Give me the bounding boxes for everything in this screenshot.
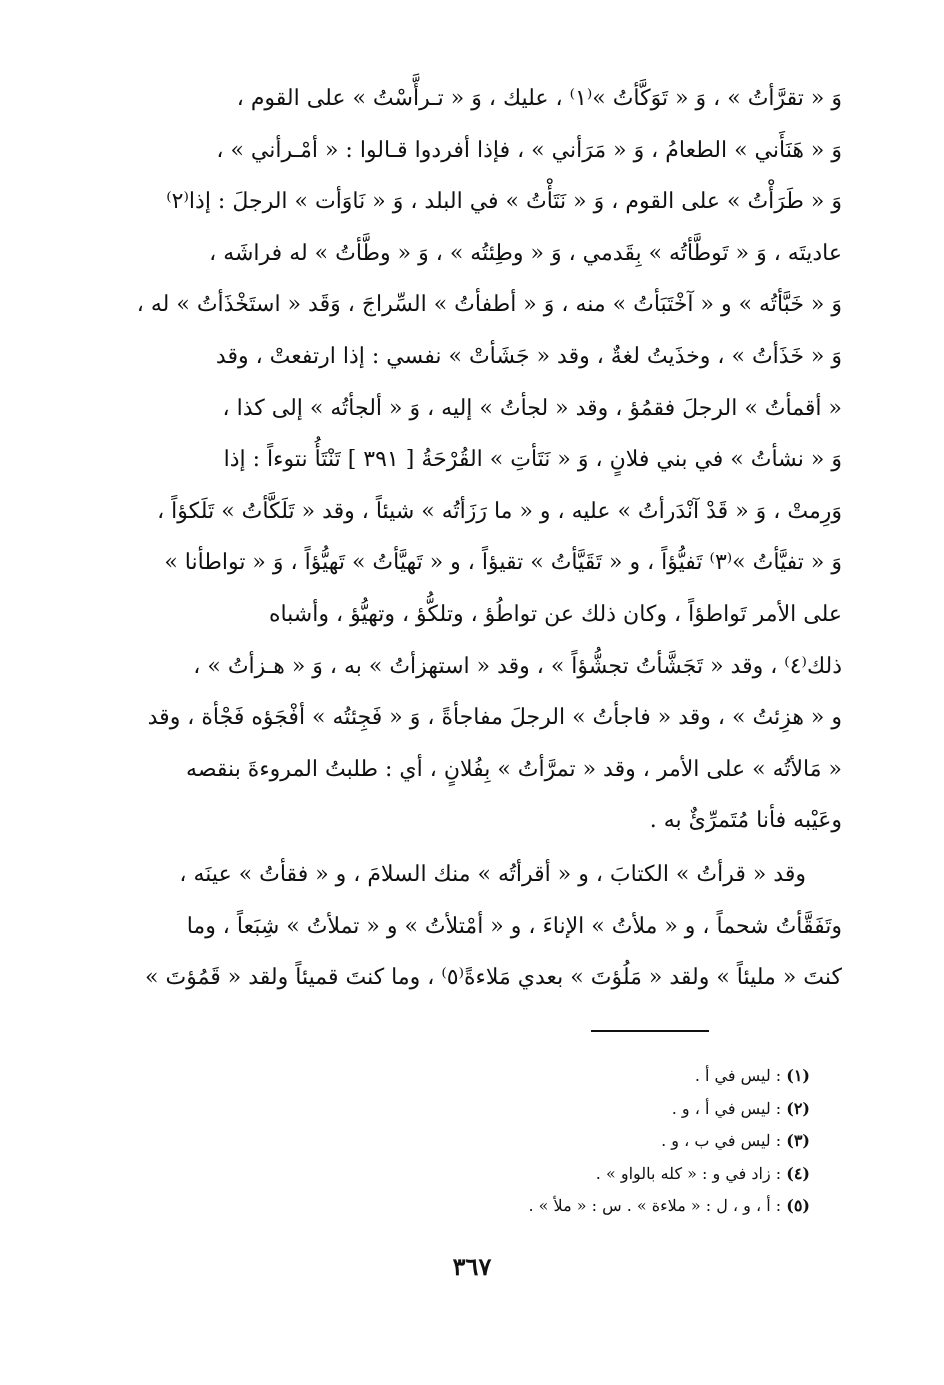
text-line: وتَفَقَّأتُ شحماً ، و « ملأتُ » الإناءَ ، و « أمْتلأتُ » و « تملأتُ » شِبَعاً ، وما	[186, 913, 842, 939]
footnote-separator	[591, 1030, 709, 1032]
text-line: وَ « تفيَّأتُ »⁽٣⁾ تَفيُّؤاً ، و « تَقَيَّأتُ » تقيؤاً ، و « تَهيَّأتُ » تَهيُّؤاً ، وَ « تواطأنا »	[164, 550, 842, 576]
footnote-item	[250, 1190, 810, 1223]
footnote-text: : ليس في أ .	[694, 1066, 787, 1085]
footnote-item	[250, 1125, 810, 1158]
text-line: ذلك⁽٤⁾ ، وقد « تَجَشَّأتُ تجشُّؤاً » ، وقد « استهزأتُ » به ، وَ « هـزأتُ » ،	[193, 653, 842, 679]
footnote-number: (١)	[786, 1066, 810, 1085]
footnote-number: (٣)	[786, 1131, 810, 1150]
footnote-text: : ليس في أ ، و .	[671, 1098, 787, 1118]
footnote-number: (٥)	[786, 1196, 810, 1215]
second-paragraph	[120, 849, 842, 1004]
footnote-item	[250, 1093, 810, 1126]
text-line: على الأمر تَواطؤاً ، وكان ذلك عن تواطُؤ ، وتلكُّؤ ، وتهيُّؤ ، وأشباه	[268, 601, 842, 627]
footnote-item	[250, 1060, 810, 1093]
text-line: وَ « نشأتُ » في بني فلانٍ ، وَ « نَتَأتِ » القُرْحَةُ [ ٣٩١ ] تَنْتَأُ نتوءاً : إذا	[223, 447, 842, 473]
text-line: عاديتَه ، وَ « تَوطَّأتُه » بِقَدمي ، وَ « وطِئتُه » ، وَ « وطَّأتُ » له فراشَه ،	[209, 240, 842, 266]
text-line: وَرِمتْ ، وَ « قَدْ آنْدَرأتُ » عليه ، و « ما رَزَأتُه » شيئاً ، وقد « تَلَكَّأتُ » تَلَكؤاً ،	[157, 498, 842, 524]
text-line: وعَيْبه فأنا مُتَمرِّئٌ به .	[649, 808, 842, 834]
text-line: وَ « خَبَّأتُه » و « آخْتَبَأتُ » منه ، وَ « أطفأتُ » السِّراجَ ، وَقَد « استَخْذَأتُ » له ،	[136, 292, 842, 318]
page-number: ٣٦٧	[452, 1252, 492, 1281]
text-line: وَ « هَنَأَني » الطعامُ ، وَ « مَرَأني » ، فإذا أفردوا قـالوا : « أمْـرأني » ،	[216, 137, 842, 163]
footnote-text: : زاد في و : « كله بالواو » .	[595, 1163, 787, 1183]
text-line: وَ « خَذَأتُ » ، وخذَيتُ لغةٌ ، وقد « جَشَأتْ » نفسي : إذا ارتفعتْ ، وقد	[215, 343, 842, 369]
text-line: كنتَ « مليئاً » ولقد « مَلُؤتَ » بعدي مَلاءةً⁽٥⁾ ، وما كنتَ قميئاً ولقد « قَمُؤتَ »	[145, 965, 842, 991]
footnote-number: (٢)	[786, 1098, 810, 1118]
text-line: « مَالأتُه » على الأمر ، وقد « تمرَّأتُ » بِفُلانٍ ، أي : طلبتُ المروءةَ بنقصه	[186, 756, 842, 782]
text-line: وَ « طَرَأْتُ » على القوم ، وَ « نَتَأْتُ » في البلد ، وَ « نَاوَأت » الرجلَ : إذا⁽٢⁾	[166, 189, 842, 215]
footnote-number: (٤)	[786, 1163, 810, 1183]
footnotes-list	[250, 1060, 810, 1223]
text-line: و « هزِئتُ » ، وقد « فاجأتُ » الرجلَ مفاجأةً ، وَ « فَجِئتُه » أفْجَؤه فَجْأة ، وقد	[147, 705, 842, 731]
footnote-text: : ليس في ب ، و .	[661, 1131, 787, 1150]
text-line: وقد « قرأتُ » الكتابَ ، و « أقرأتُه » منك السلامَ ، و « فقأتُ » عينَه ،	[179, 862, 806, 887]
main-paragraph	[120, 73, 842, 847]
footnote-item	[250, 1158, 810, 1191]
text-line: « أقمأتُ » الرجلَ فقمُؤ ، وقد « لجأتُ » إليه ، وَ « ألجأتُه » إلى كذا ،	[222, 395, 842, 421]
footnote-text: : أ ، و ، ل : « ملاءة » . س : « ملأ » .	[528, 1196, 787, 1215]
text-line: وَ « تقرَّأتُ » ، وَ « تَوَكَّأتُ »⁽١⁾ ، عليك ، وَ « تـرأَّسْتُ » على القوم ،	[236, 86, 842, 111]
